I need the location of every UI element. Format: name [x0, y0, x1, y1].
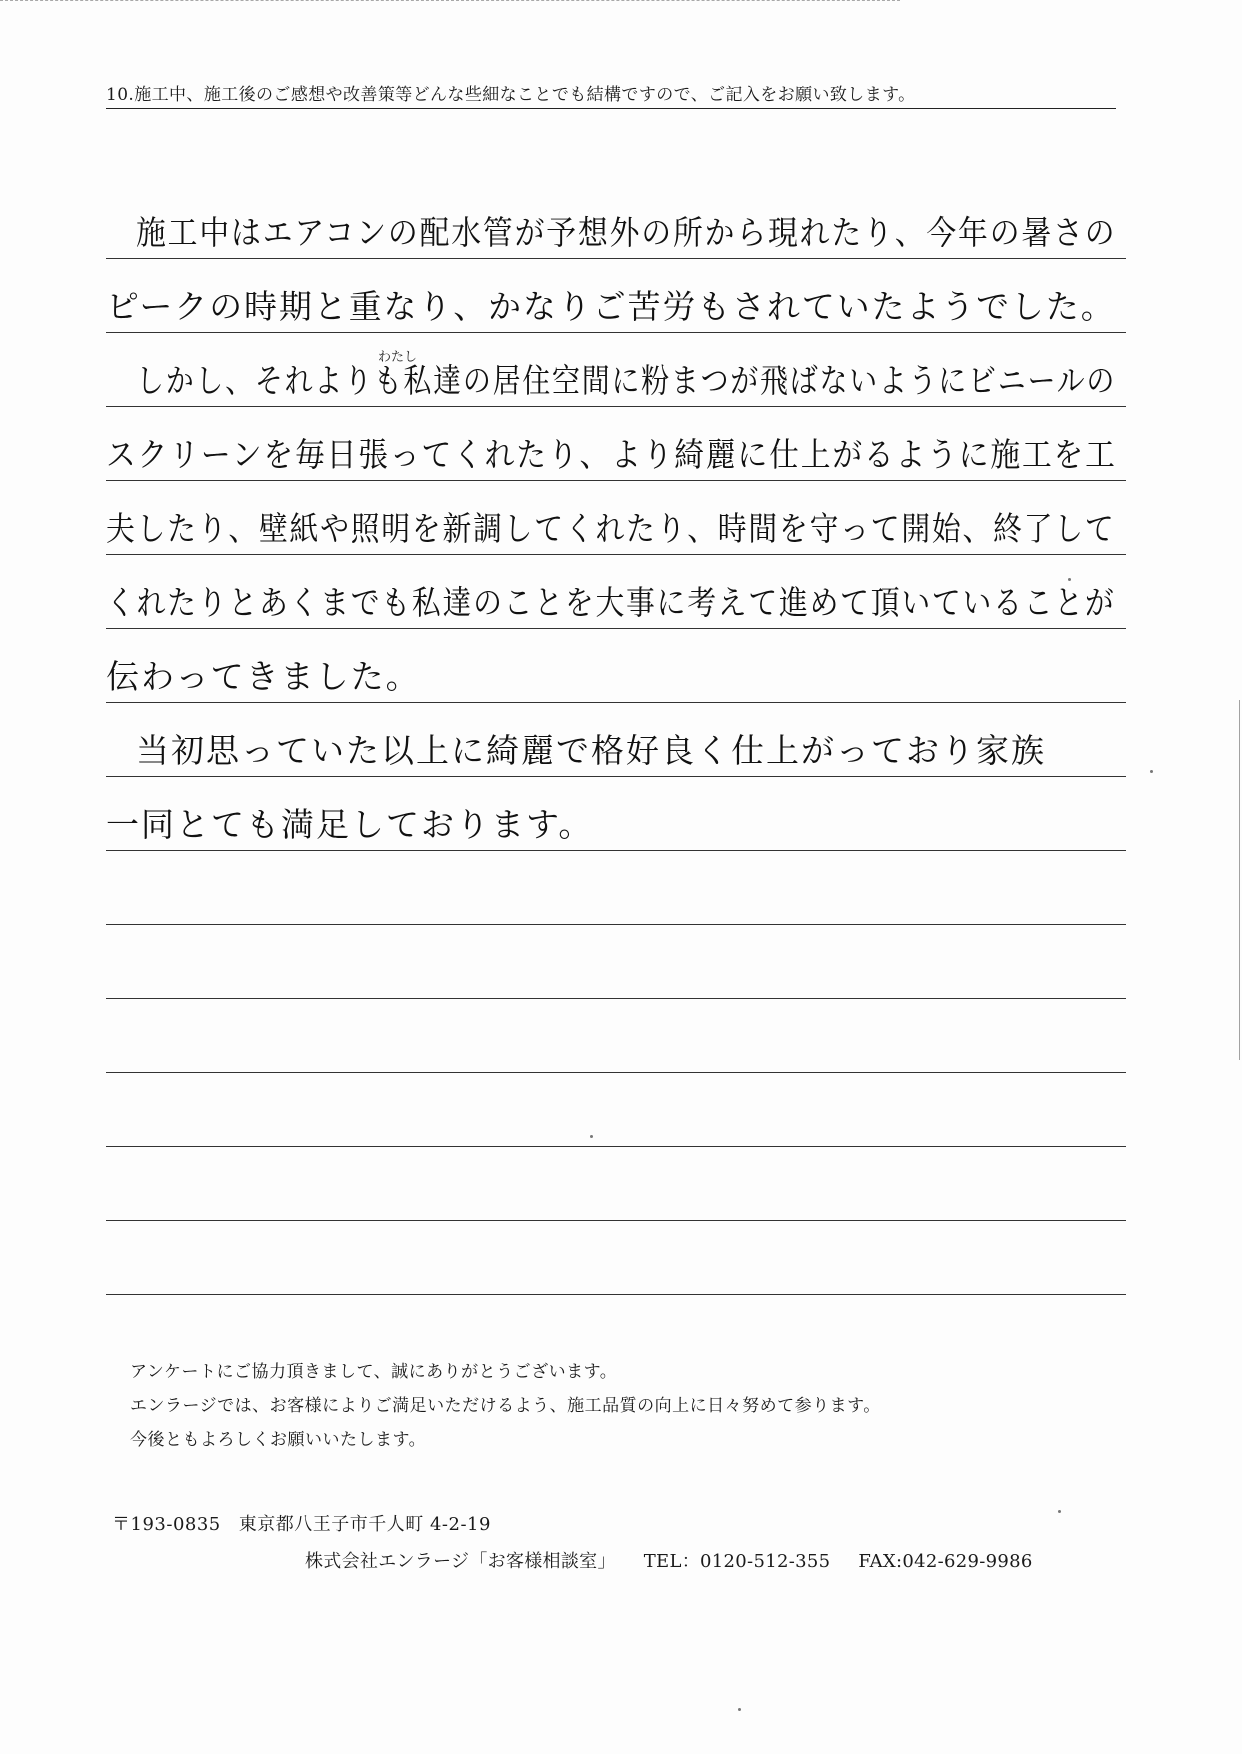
scan-speck: [738, 1708, 741, 1711]
answer-line: [106, 554, 1126, 629]
answer-line-text: 当初思っていた以上に綺麗で格好良く仕上がっており家族: [136, 731, 1046, 770]
answer-line-empty: [106, 924, 1126, 999]
thank-you-message: [130, 1355, 881, 1457]
answer-line-text: ピークの時期と重なり、かなりご苦労もされていたようでした。: [106, 287, 1116, 326]
scan-edge-artifact-right: [1239, 700, 1240, 1060]
answer-line-text: 施工中はエアコンの配水管が予想外の所から現れたり、今年の暑さの: [136, 213, 1117, 252]
answer-line-text: 一同とても満足しております。: [106, 805, 594, 844]
postal-code: 〒193-0835: [112, 1514, 221, 1535]
scan-speck: [1150, 770, 1153, 773]
furigana-ruby: わたし: [378, 350, 418, 365]
footer-line-3: 今後ともよろしくお願いいたします。: [130, 1430, 427, 1450]
company-name: 株式会社エンラージ「お客様相談室」: [305, 1551, 616, 1572]
scan-speck: [590, 1135, 593, 1138]
answer-line: [106, 628, 1126, 703]
answer-line: [106, 480, 1126, 555]
answer-line: [106, 406, 1126, 481]
street-address: 東京都八王子市千人町 4-2-19: [238, 1514, 491, 1535]
answer-line-empty: [106, 1072, 1126, 1147]
answer-line-empty: [106, 998, 1126, 1073]
answer-line-empty: [106, 1146, 1126, 1221]
answer-line: [106, 776, 1126, 851]
postal-address: [112, 1510, 509, 1536]
answer-line-text: 伝わってきました。: [106, 657, 421, 696]
company-contact: [305, 1547, 1033, 1573]
answer-line: [106, 258, 1126, 333]
scan-speck: [1068, 578, 1071, 581]
telephone: TEL：0120-512-355: [643, 1551, 831, 1572]
answer-line-empty: [106, 850, 1126, 925]
answer-line-text: 夫したり、壁紙や照明を新調してくれたり、時間を守って開始、終了して: [106, 509, 1116, 548]
scan-edge-artifact: [0, 0, 900, 3]
fax: FAX:042-629-9986: [858, 1551, 1033, 1572]
footer-line-2: エンラージでは、お客様によりご満足いただけるよう、施工品質の向上に日々努めて参ります。: [130, 1396, 881, 1416]
answer-line: [106, 702, 1126, 777]
scan-speck: [1058, 1510, 1061, 1513]
answer-line-text: スクリーンを毎日張ってくれたり、より綺麗に仕上がるように施工を工: [106, 435, 1117, 474]
answer-line: [106, 332, 1126, 407]
answer-line: [106, 184, 1126, 259]
answer-line-text: しかし、それよりも私達の居住空間に粉まつが飛ばないようにビニールの: [136, 361, 1117, 400]
answer-line-empty: [106, 1220, 1126, 1295]
answer-line-text: くれたりとあくまでも私達のことを大事に考えて進めて頂いていることが: [106, 583, 1116, 622]
footer-line-1: アンケートにご協力頂きまして、誠にありがとうございます。: [130, 1362, 618, 1382]
question-label: 10.施工中、施工後のご感想や改善策等どんな些細なことでも結構ですので、ご記入をお願い致します。: [106, 84, 1116, 109]
